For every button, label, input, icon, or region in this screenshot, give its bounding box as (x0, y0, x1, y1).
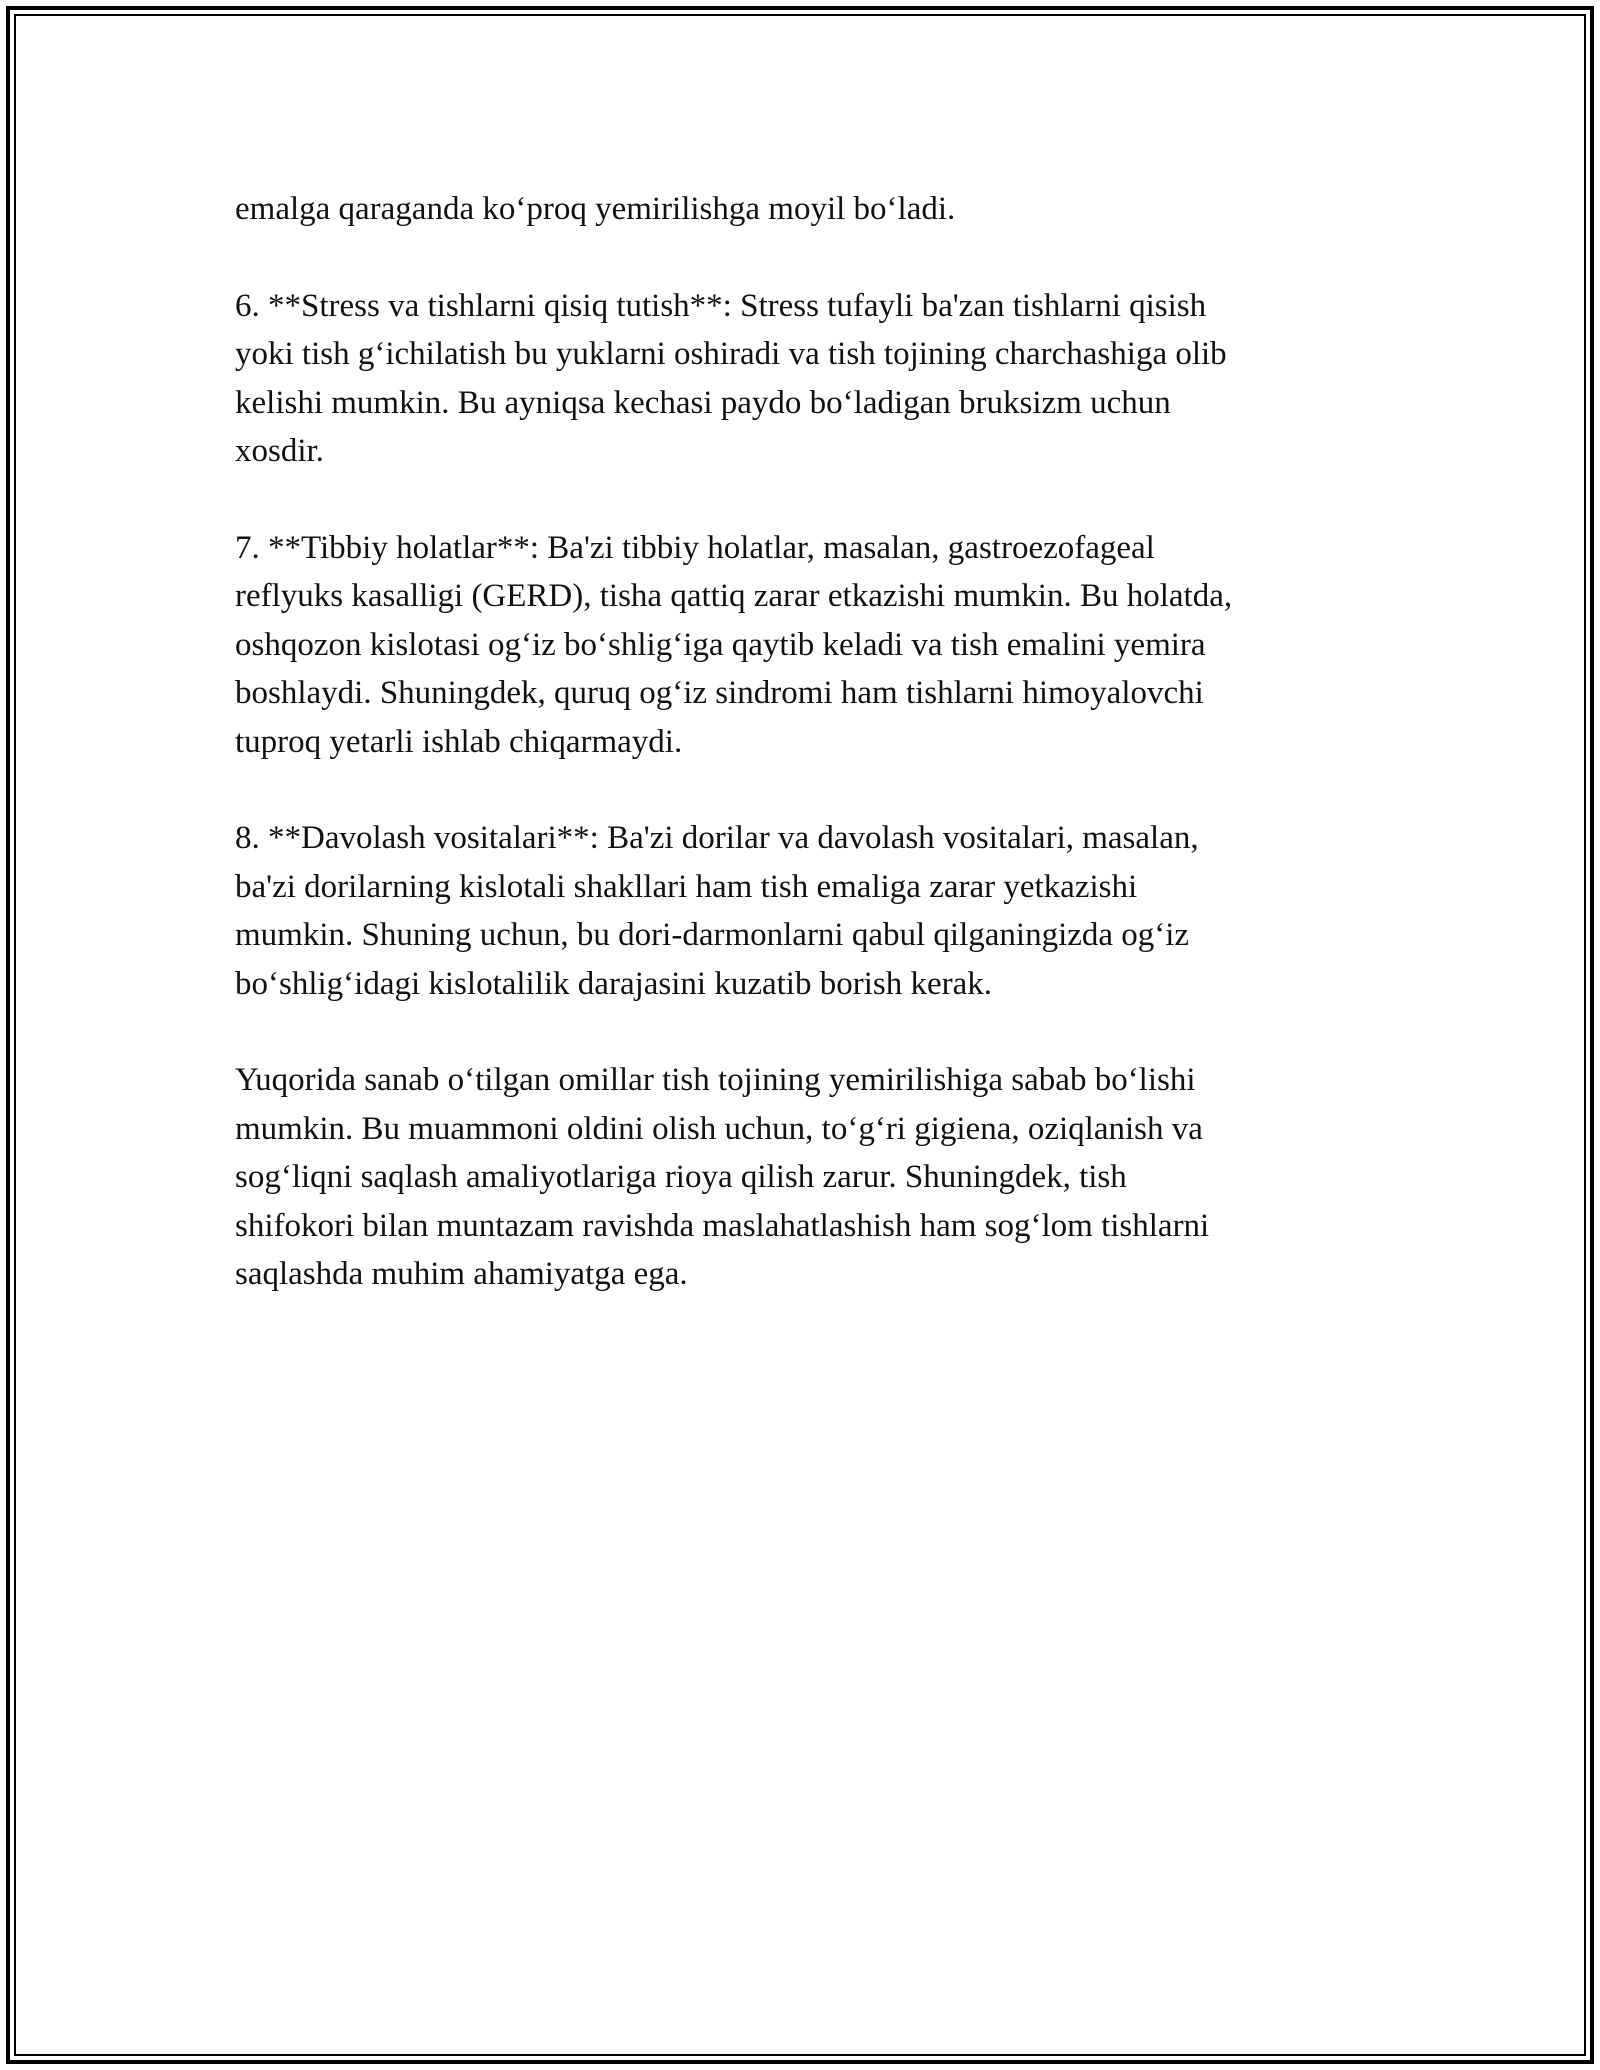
text-line: emalga qaraganda ko‘proq yemirilishga moyil bo‘ladi. (235, 191, 956, 227)
text-line: boshlaydi. Shuningdek, quruq og‘iz sindromi ham tishlarni himoyalovchi (235, 675, 1204, 711)
text-line: shifokori bilan muntazam ravishda maslahatlashish ham sog‘lom tishlarni (235, 1207, 1210, 1244)
text-line: 7. **Tibbiy holatlar**: Ba'zi tibbiy holatlar, masalan, gastroezofageal (235, 529, 1155, 566)
paragraph-item-6 (235, 282, 1370, 476)
text-line: oshqozon kislotasi og‘iz bo‘shlig‘iga qaytib keladi va tish emalini yemira (235, 626, 1206, 663)
text-line: 8. **Davolash vositalari**: Ba'zi dorilar va davolash vositalari, masalan, (235, 820, 1199, 856)
paragraph-conclusion (235, 1056, 1370, 1299)
paragraph-item-8 (235, 814, 1370, 1008)
text-line: bo‘shlig‘idagi kislotalilik darajasini kuzatib borish kerak. (235, 965, 993, 1002)
text-line: mumkin. Bu muammoni oldini olish uchun, to‘g‘ri gigiena, oziqlanish va (235, 1110, 1203, 1147)
text-line: ba'zi dorilarning kislotali shakllari ham tish emaliga zarar yetkazishi (235, 868, 1138, 905)
text-line: xosdir. (235, 433, 324, 469)
text-line: saqlashda muhim ahamiyatga ega. (235, 1256, 688, 1292)
text-line: sog‘liqni saqlash amaliyotlariga rioya qilish zarur. Shuningdek, tish (235, 1159, 1127, 1195)
text-line: kelishi mumkin. Bu ayniqsa kechasi paydo bo‘ladigan bruksizm uchun (235, 384, 1171, 421)
text-line: yoki tish g‘ichilatish bu yuklarni oshiradi va tish tojining charchashiga olib (235, 336, 1227, 372)
text-line: mumkin. Shuning uchun, bu dori-darmonlarni qabul qilganingizda og‘iz (235, 917, 1190, 953)
text-line: Yuqorida sanab o‘tilgan omillar tish tojining yemirilishiga sabab bo‘lishi (235, 1062, 1196, 1098)
paragraph-item-7 (235, 524, 1370, 767)
paragraph-continuation (235, 185, 1370, 234)
text-line: reflyuks kasalligi (GERD), tisha qattiq zarar etkazishi mumkin. Bu holatda, (235, 578, 1233, 614)
document-body (235, 185, 1370, 1347)
text-line: 6. **Stress va tishlarni qisiq tutish**: Stress tufayli ba'zan tishlarni qisish (235, 287, 1207, 324)
text-line: tuproq yetarli ishlab chiqarmaydi. (235, 723, 683, 760)
